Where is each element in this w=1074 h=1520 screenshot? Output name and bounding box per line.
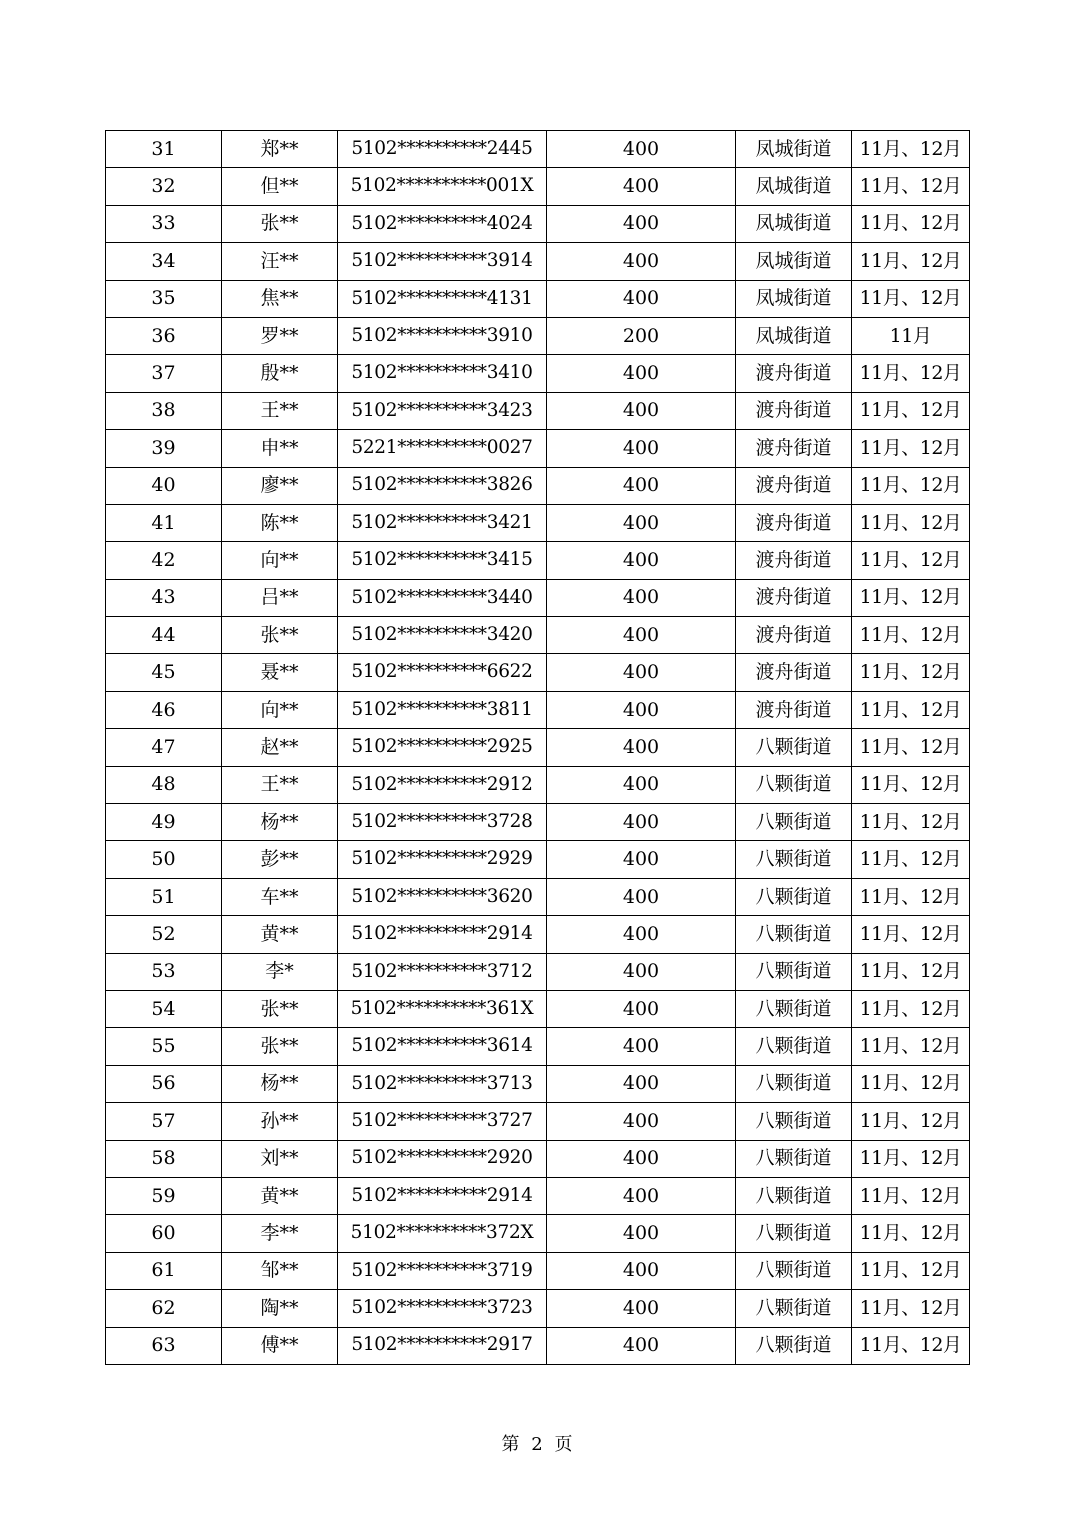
name-cell: 申** [222,430,338,467]
seq-cell: 50 [106,841,222,878]
amount-cell: 400 [547,1028,736,1065]
months-cell: 11月、12月 [852,205,970,242]
name-cell: 李* [222,953,338,990]
table-row [106,1028,970,1065]
table-row [106,654,970,691]
seq-cell: 53 [106,953,222,990]
id-number-cell: 5102**********2914 [338,916,547,953]
name-cell: 陈** [222,504,338,541]
months-cell: 11月、12月 [852,766,970,803]
amount-cell: 400 [547,766,736,803]
street-cell: 凤城街道 [736,280,852,317]
name-cell: 陶** [222,1290,338,1327]
table-row [106,729,970,766]
id-number-cell: 5102**********2917 [338,1327,547,1364]
id-number-cell: 5102**********2929 [338,841,547,878]
seq-cell: 32 [106,168,222,205]
table-row [106,1065,970,1102]
seq-cell: 35 [106,280,222,317]
seq-cell: 38 [106,392,222,429]
amount-cell: 400 [547,168,736,205]
months-cell: 11月、12月 [852,280,970,317]
amount-cell: 400 [547,916,736,953]
seq-cell: 58 [106,1140,222,1177]
table-row [106,168,970,205]
table-row [106,878,970,915]
id-number-cell: 5102**********3811 [338,691,547,728]
seq-cell: 31 [106,131,222,168]
id-number-cell: 5102**********6622 [338,654,547,691]
amount-cell: 400 [547,1327,736,1364]
street-cell: 八颗街道 [736,1140,852,1177]
seq-cell: 59 [106,1177,222,1214]
street-cell: 渡舟街道 [736,392,852,429]
months-cell: 11月、12月 [852,729,970,766]
table-row [106,1103,970,1140]
amount-cell: 400 [547,841,736,878]
street-cell: 八颗街道 [736,1215,852,1252]
months-cell: 11月、12月 [852,243,970,280]
seq-cell: 44 [106,617,222,654]
months-cell: 11月、12月 [852,841,970,878]
id-number-cell: 5102**********4131 [338,280,547,317]
amount-cell: 400 [547,1252,736,1289]
street-cell: 八颗街道 [736,841,852,878]
amount-cell: 400 [547,691,736,728]
months-cell: 11月、12月 [852,504,970,541]
id-number-cell: 5102**********361X [338,990,547,1027]
id-number-cell: 5102**********3420 [338,617,547,654]
street-cell: 凤城街道 [736,317,852,354]
page-number: 第 2 页 [501,1434,573,1455]
amount-cell: 400 [547,131,736,168]
id-number-cell: 5102**********3719 [338,1252,547,1289]
street-cell: 渡舟街道 [736,430,852,467]
id-number-cell: 5102**********3713 [338,1065,547,1102]
street-cell: 渡舟街道 [736,654,852,691]
id-number-cell: 5102**********3440 [338,579,547,616]
amount-cell: 400 [547,243,736,280]
seq-cell: 56 [106,1065,222,1102]
months-cell: 11月、12月 [852,804,970,841]
name-cell: 殷** [222,355,338,392]
street-cell: 八颗街道 [736,804,852,841]
id-number-cell: 5102**********2914 [338,1177,547,1214]
table-row [106,467,970,504]
name-cell: 邹** [222,1252,338,1289]
street-cell: 凤城街道 [736,205,852,242]
seq-cell: 61 [106,1252,222,1289]
seq-cell: 52 [106,916,222,953]
amount-cell: 400 [547,430,736,467]
amount-cell: 400 [547,1103,736,1140]
table-row [106,617,970,654]
months-cell: 11月、12月 [852,1065,970,1102]
id-number-cell: 5102**********3727 [338,1103,547,1140]
street-cell: 渡舟街道 [736,579,852,616]
table-row [106,131,970,168]
table-row [106,1140,970,1177]
table-row [106,1215,970,1252]
id-number-cell: 5102**********3421 [338,504,547,541]
name-cell: 张** [222,1028,338,1065]
id-number-cell: 5102**********3620 [338,878,547,915]
street-cell: 凤城街道 [736,243,852,280]
id-number-cell: 5102**********2925 [338,729,547,766]
name-cell: 聂** [222,654,338,691]
id-number-cell: 5102**********3914 [338,243,547,280]
amount-cell: 400 [547,804,736,841]
street-cell: 凤城街道 [736,131,852,168]
table-row [106,579,970,616]
street-cell: 凤城街道 [736,168,852,205]
months-cell: 11月、12月 [852,1290,970,1327]
seq-cell: 55 [106,1028,222,1065]
table-row [106,317,970,354]
months-cell: 11月、12月 [852,168,970,205]
table-row [106,841,970,878]
table-row [106,766,970,803]
months-cell: 11月、12月 [852,1215,970,1252]
name-cell: 黄** [222,916,338,953]
seq-cell: 37 [106,355,222,392]
seq-cell: 49 [106,804,222,841]
amount-cell: 400 [547,205,736,242]
amount-cell: 400 [547,280,736,317]
amount-cell: 400 [547,355,736,392]
name-cell: 赵** [222,729,338,766]
name-cell: 向** [222,542,338,579]
street-cell: 渡舟街道 [736,355,852,392]
street-cell: 渡舟街道 [736,691,852,728]
table-row [106,355,970,392]
amount-cell: 400 [547,1140,736,1177]
months-cell: 11月、12月 [852,579,970,616]
amount-cell: 400 [547,729,736,766]
seq-cell: 45 [106,654,222,691]
amount-cell: 400 [547,1290,736,1327]
street-cell: 八颗街道 [736,878,852,915]
name-cell: 廖** [222,467,338,504]
amount-cell: 400 [547,1215,736,1252]
seq-cell: 54 [106,990,222,1027]
street-cell: 渡舟街道 [736,617,852,654]
seq-cell: 51 [106,878,222,915]
street-cell: 八颗街道 [736,1065,852,1102]
street-cell: 八颗街道 [736,766,852,803]
months-cell: 11月、12月 [852,1140,970,1177]
street-cell: 八颗街道 [736,990,852,1027]
amount-cell: 400 [547,1065,736,1102]
name-cell: 汪** [222,243,338,280]
table-row [106,542,970,579]
name-cell: 王** [222,766,338,803]
amount-cell: 200 [547,317,736,354]
months-cell: 11月、12月 [852,654,970,691]
months-cell: 11月、12月 [852,691,970,728]
street-cell: 八颗街道 [736,1177,852,1214]
amount-cell: 400 [547,579,736,616]
months-cell: 11月、12月 [852,542,970,579]
street-cell: 渡舟街道 [736,504,852,541]
seq-cell: 46 [106,691,222,728]
months-cell: 11月、12月 [852,355,970,392]
table-row [106,1252,970,1289]
name-cell: 车** [222,878,338,915]
seq-cell: 40 [106,467,222,504]
id-number-cell: 5102**********3910 [338,317,547,354]
name-cell: 李** [222,1215,338,1252]
table-row [106,804,970,841]
id-number-cell: 5102**********3415 [338,542,547,579]
table-row [106,1177,970,1214]
amount-cell: 400 [547,953,736,990]
table-row [106,205,970,242]
id-number-cell: 5102**********001X [338,168,547,205]
name-cell: 彭** [222,841,338,878]
name-cell: 但** [222,168,338,205]
table-row [106,990,970,1027]
seq-cell: 42 [106,542,222,579]
id-number-cell: 5102**********3712 [338,953,547,990]
amount-cell: 400 [547,467,736,504]
name-cell: 王** [222,392,338,429]
name-cell: 孙** [222,1103,338,1140]
name-cell: 刘** [222,1140,338,1177]
amount-cell: 400 [547,1177,736,1214]
street-cell: 八颗街道 [736,1327,852,1364]
name-cell: 傅** [222,1327,338,1364]
table-row [106,280,970,317]
street-cell: 八颗街道 [736,729,852,766]
seq-cell: 48 [106,766,222,803]
id-number-cell: 5102**********4024 [338,205,547,242]
id-number-cell: 5102**********2445 [338,131,547,168]
months-cell: 11月、12月 [852,467,970,504]
id-number-cell: 5102**********3826 [338,467,547,504]
months-cell: 11月、12月 [852,878,970,915]
id-number-cell: 5221**********0027 [338,430,547,467]
street-cell: 渡舟街道 [736,467,852,504]
months-cell: 11月、12月 [852,1103,970,1140]
street-cell: 八颗街道 [736,1252,852,1289]
id-number-cell: 5102**********2920 [338,1140,547,1177]
street-cell: 八颗街道 [736,1028,852,1065]
table-row [106,392,970,429]
table-row [106,1290,970,1327]
table-body [106,131,970,1365]
amount-cell: 400 [547,990,736,1027]
street-cell: 八颗街道 [736,1103,852,1140]
table-row [106,243,970,280]
amount-cell: 400 [547,542,736,579]
street-cell: 八颗街道 [736,1290,852,1327]
table-row [106,691,970,728]
seq-cell: 60 [106,1215,222,1252]
name-cell: 张** [222,205,338,242]
months-cell: 11月、12月 [852,1252,970,1289]
table-row [106,430,970,467]
name-cell: 焦** [222,280,338,317]
amount-cell: 400 [547,617,736,654]
id-number-cell: 5102**********3723 [338,1290,547,1327]
seq-cell: 43 [106,579,222,616]
street-cell: 八颗街道 [736,916,852,953]
name-cell: 杨** [222,804,338,841]
months-cell: 11月、12月 [852,392,970,429]
id-number-cell: 5102**********3614 [338,1028,547,1065]
seq-cell: 34 [106,243,222,280]
data-table [105,130,970,1365]
name-cell: 张** [222,617,338,654]
amount-cell: 400 [547,654,736,691]
name-cell: 吕** [222,579,338,616]
amount-cell: 400 [547,504,736,541]
street-cell: 渡舟街道 [736,542,852,579]
seq-cell: 63 [106,1327,222,1364]
amount-cell: 400 [547,392,736,429]
seq-cell: 47 [106,729,222,766]
months-cell: 11月、12月 [852,953,970,990]
street-cell: 八颗街道 [736,953,852,990]
id-number-cell: 5102**********2912 [338,766,547,803]
id-number-cell: 5102**********3410 [338,355,547,392]
id-number-cell: 5102**********3728 [338,804,547,841]
seq-cell: 33 [106,205,222,242]
table-row [106,504,970,541]
name-cell: 张** [222,990,338,1027]
amount-cell: 400 [547,878,736,915]
name-cell: 郑** [222,131,338,168]
name-cell: 罗** [222,317,338,354]
table-row [106,1327,970,1364]
months-cell: 11月、12月 [852,990,970,1027]
name-cell: 黄** [222,1177,338,1214]
months-cell: 11月、12月 [852,131,970,168]
seq-cell: 57 [106,1103,222,1140]
seq-cell: 62 [106,1290,222,1327]
seq-cell: 36 [106,317,222,354]
name-cell: 向** [222,691,338,728]
months-cell: 11月、12月 [852,430,970,467]
months-cell: 11月、12月 [852,1177,970,1214]
seq-cell: 41 [106,504,222,541]
months-cell: 11月、12月 [852,1028,970,1065]
months-cell: 11月、12月 [852,916,970,953]
id-number-cell: 5102**********372X [338,1215,547,1252]
name-cell: 杨** [222,1065,338,1102]
table-row [106,916,970,953]
id-number-cell: 5102**********3423 [338,392,547,429]
months-cell: 11月 [852,317,970,354]
seq-cell: 39 [106,430,222,467]
months-cell: 11月、12月 [852,617,970,654]
months-cell: 11月、12月 [852,1327,970,1364]
table-row [106,953,970,990]
